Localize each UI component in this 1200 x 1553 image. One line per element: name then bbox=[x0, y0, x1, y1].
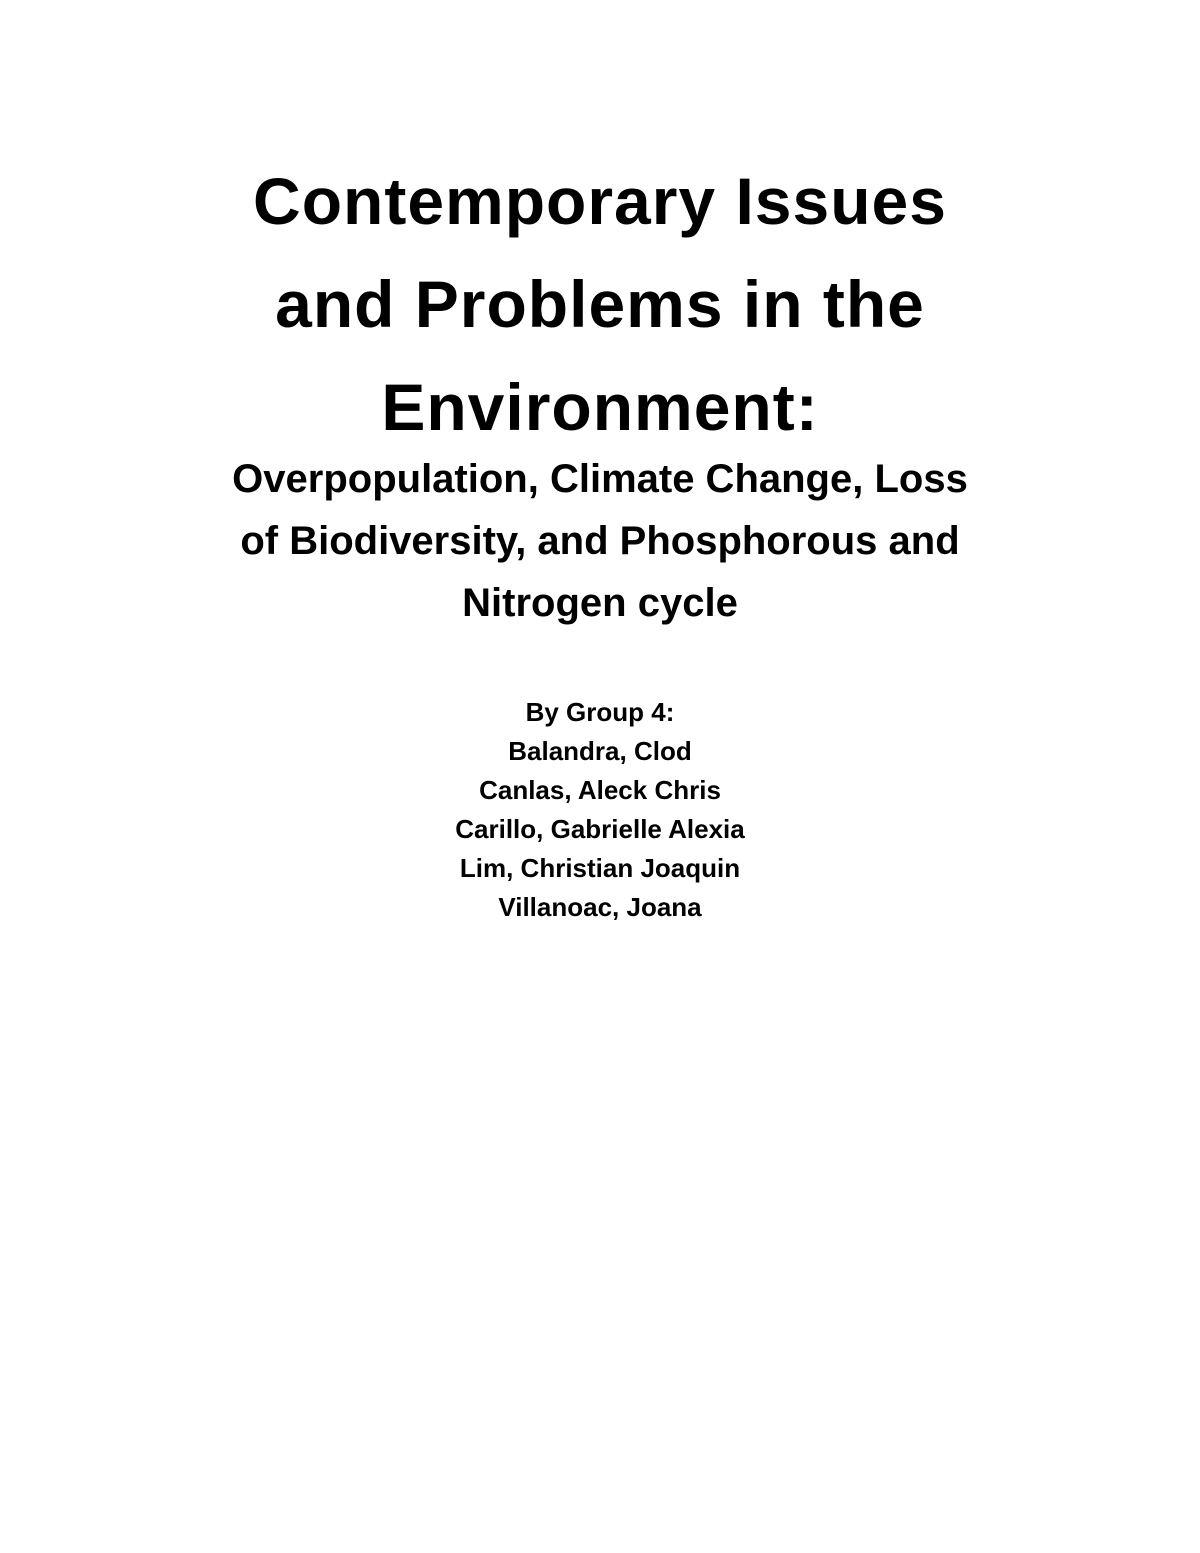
title-line: Environment: bbox=[381, 370, 819, 444]
author-name: Balandra, Clod bbox=[508, 736, 692, 766]
title-line: Contemporary Issues bbox=[253, 164, 947, 238]
document-subtitle bbox=[100, 448, 1100, 634]
author-list bbox=[200, 693, 1000, 927]
author-name: Lim, Christian Joaquin bbox=[459, 853, 741, 883]
group-byline: By Group 4: bbox=[525, 697, 675, 727]
author-name: Canlas, Aleck Chris bbox=[479, 775, 721, 805]
subtitle-line: Overpopulation, Climate Change, Loss bbox=[232, 457, 968, 501]
title-line: and Problems in the bbox=[275, 267, 925, 341]
author-name: Villanoac, Joana bbox=[498, 892, 702, 922]
author-name: Carillo, Gabrielle Alexia bbox=[455, 814, 745, 844]
document-title bbox=[100, 150, 1100, 459]
subtitle-line: of Biodiversity, and Phosphorous and bbox=[240, 519, 960, 563]
subtitle-line: Nitrogen cycle bbox=[462, 581, 738, 625]
